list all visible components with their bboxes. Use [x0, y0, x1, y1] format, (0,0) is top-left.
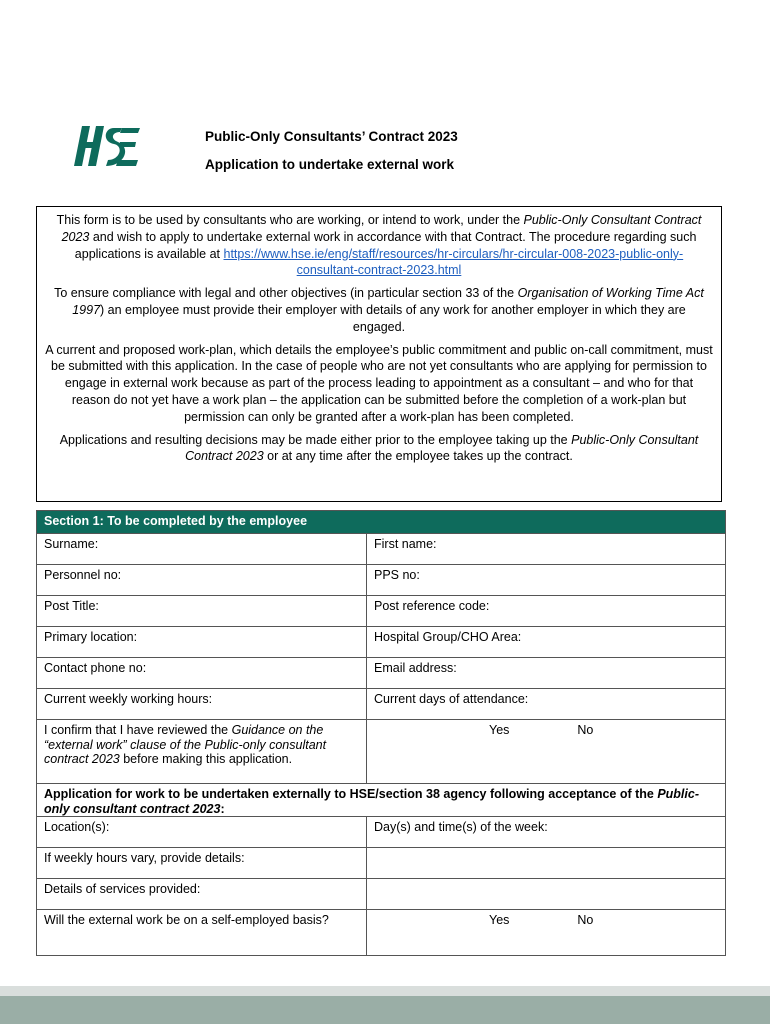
intro-paragraph-2: To ensure compliance with legal and other objectives (in particular section 33 of the Organisation of Working Time Act 1997) an employee must provide their employer with details of any work for another employer in which they are engaged.	[54, 286, 704, 334]
primary-location-field[interactable]: Primary location:	[37, 627, 367, 658]
intro-paragraph-1: This form is to be used by consultants who are working, or intend to work, under the Public-Only Consultant Contract 2023 and wish to apply to undertake external work in accordance with that Contract. The procedure regarding such applications is available at https://www.hse.ie/eng/staff/resources/hr-circulars/hr-circular-008-2023-public-only-consultant-contract-2023.html	[56, 213, 702, 278]
surname-field[interactable]: Surname:	[37, 534, 367, 565]
first-name-field[interactable]: First name:	[367, 534, 726, 565]
guidance-confirmation: I confirm that I have reviewed the Guidance on the “external work” clause of the Public-only consultant contract 2023 before making this application.	[37, 720, 367, 784]
pps-no-field[interactable]: PPS no:	[367, 565, 726, 596]
services-input[interactable]	[367, 879, 726, 910]
form-subtitle: Application to undertake external work	[205, 157, 455, 172]
days-attendance-field[interactable]: Current days of attendance:	[367, 689, 726, 720]
intro-paragraph-3: A current and proposed work-plan, which details the employee’s public commitment and public on-call commitment, must be submitted with this application. In the case of people who are not yet consultants who are applying for permission to engage in external work because as part of the process leading to appointment as a consultant – and who for that reason do not yet have a work plan – the application can be submitted before the completion of a work-plan but permission can only be granted after a work-plan has been completed.	[45, 342, 713, 424]
weekly-hours-field[interactable]: Current weekly working hours:	[37, 689, 367, 720]
self-employed-no-option[interactable]: No	[577, 913, 594, 927]
form-title: Public-Only Consultants’ Contract 2023	[205, 129, 458, 144]
self-employed-yes-no	[367, 910, 726, 956]
hse-logo	[74, 120, 140, 172]
self-employed-question: Will the external work be on a self-employed basis?	[37, 910, 367, 956]
section1-table	[36, 510, 726, 956]
external-work-heading: Application for work to be undertaken externally to HSE/section 38 agency following acceptance of the Public-only consultant contract 2023:	[37, 784, 726, 817]
contact-phone-field[interactable]: Contact phone no:	[37, 658, 367, 689]
email-field[interactable]: Email address:	[367, 658, 726, 689]
hospital-group-field[interactable]: Hospital Group/CHO Area:	[367, 627, 726, 658]
circular-link[interactable]: https://www.hse.ie/eng/staff/resources/hr-circulars/hr-circular-008-2023-public-only-consultant-contract-2023.html	[223, 246, 684, 278]
services-label: Details of services provided:	[37, 879, 367, 910]
post-reference-field[interactable]: Post reference code:	[367, 596, 726, 627]
locations-field[interactable]: Location(s):	[37, 817, 367, 848]
intro-paragraph-4: Applications and resulting decisions may be made either prior to the employee taking up the Public-Only Consultant Contract 2023 or at any time after the employee takes up the contract.	[59, 432, 699, 464]
footer-band-light	[0, 986, 770, 996]
personnel-no-field[interactable]: Personnel no:	[37, 565, 367, 596]
hours-vary-input[interactable]	[367, 848, 726, 879]
days-times-field[interactable]: Day(s) and time(s) of the week:	[367, 817, 726, 848]
intro-box	[36, 206, 722, 502]
no-option[interactable]: No	[577, 723, 594, 737]
section1-heading: Section 1: To be completed by the employee	[37, 511, 726, 534]
self-employed-yes-option[interactable]: Yes	[489, 913, 510, 927]
guidance-yes-no	[367, 720, 726, 784]
post-title-field[interactable]: Post Title:	[37, 596, 367, 627]
footer-band	[0, 996, 770, 1024]
hours-vary-label: If weekly hours vary, provide details:	[37, 848, 367, 879]
yes-option[interactable]: Yes	[489, 723, 510, 737]
